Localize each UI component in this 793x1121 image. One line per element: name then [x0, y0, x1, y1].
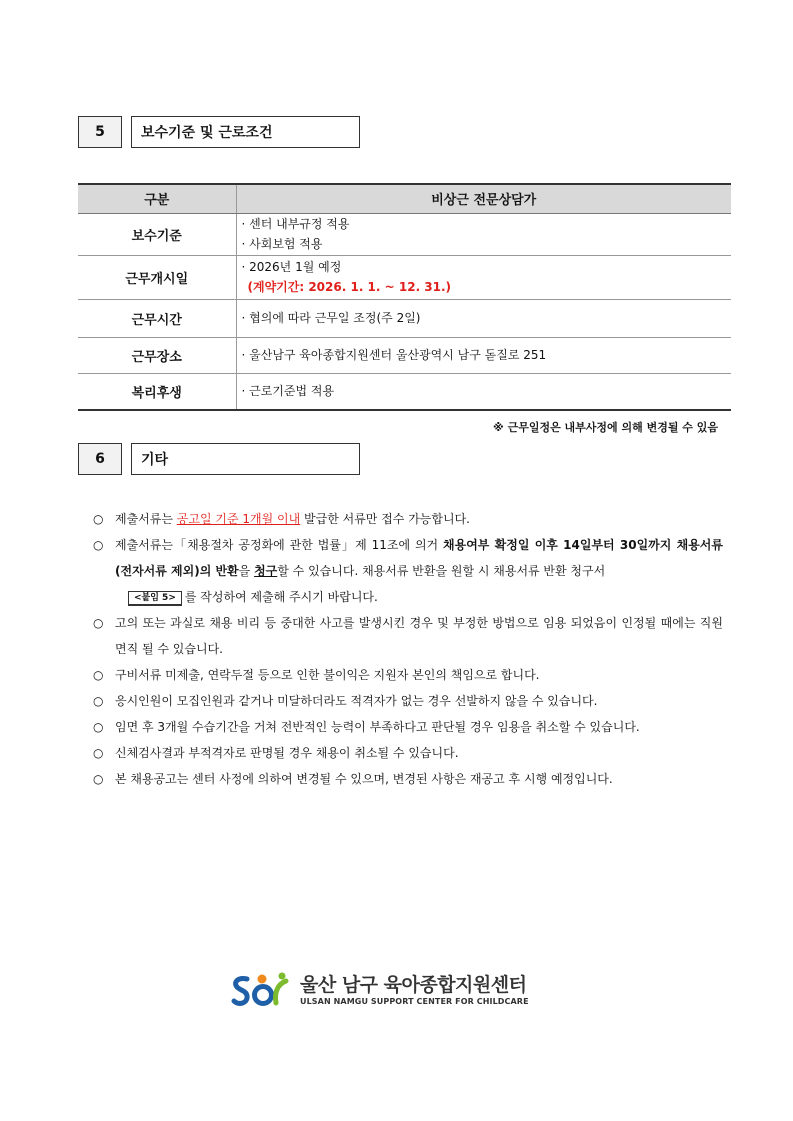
list-item: [93, 766, 723, 792]
row-value: [236, 373, 731, 410]
row-label: 보수기준: [78, 213, 236, 255]
request-bold: 청구: [254, 564, 278, 578]
center-logo: [230, 968, 529, 1012]
value-line: · 2026년 1월 예정: [241, 260, 342, 274]
column-header: 구분: [78, 184, 236, 213]
bullet-circle: ○: [93, 538, 104, 552]
list-item: [93, 662, 723, 688]
text-fragment: 을: [238, 564, 255, 578]
table-row: [78, 337, 731, 373]
section-5-header: [78, 116, 360, 148]
logo-text: [300, 974, 529, 1007]
item-text: 응시인원이 모집인원과 같거나 미달하더라도 적격자가 없는 경우 선발하지 않을 수 있습니다.: [115, 694, 598, 708]
section-6-header: [78, 443, 360, 475]
text-fragment: 발급한 서류만 접수 가능합니다.: [300, 512, 470, 526]
section-number: 6: [78, 443, 122, 475]
table-header-row: [78, 184, 731, 213]
item-text: 고의 또는 과실로 채용 비리 등 중대한 사고를 발생시킨 경우 및 부정한 방법으로 임용 되었음이 인정될 때에는 직원면직 될 수 있습니다.: [115, 616, 723, 656]
item-text: 신체검사결과 부적격자로 판명될 경우 채용이 취소될 수 있습니다.: [115, 746, 459, 760]
table-row: [78, 255, 731, 299]
text-fragment: 를 작성하여 제출해 주시기 바랍니다.: [184, 590, 378, 604]
text-fragment: 제출서류는: [115, 512, 177, 526]
row-value: [236, 255, 731, 299]
value-line: · 근로기준법 적용: [241, 384, 335, 399]
item-text: 본 채용공고는 센터 사정에 의하여 변경될 수 있으며, 변경된 사항은 재공고 후 시행 예정입니다.: [115, 772, 613, 786]
item-text: [115, 532, 723, 610]
value-line: · 울산남구 육아종합지원센터 울산광역시 남구 돋질로 251: [241, 348, 547, 362]
schedule-change-note: ※ 근무일정은 내부사정에 의해 변경될 수 있음: [493, 421, 718, 434]
section-number: 5: [78, 116, 122, 148]
list-item: [93, 714, 723, 740]
list-item: [93, 740, 723, 766]
item-text: [115, 506, 723, 532]
section-title: 보수기준 및 근로조건: [131, 116, 360, 148]
table-row: [78, 373, 731, 410]
text-fragment: 제출서류는「채용절차 공정화에 관한 법률」제 11조에 의거: [115, 538, 444, 552]
bullet-circle: ○: [93, 694, 104, 708]
list-item: [93, 688, 723, 714]
logo-korean-name: 울산 남구 육아종합지원센터: [300, 973, 527, 996]
row-label: 근무시간: [78, 299, 236, 337]
logo-english-name: ULSAN NAMGU SUPPORT CENTER FOR CHILDCARE: [300, 996, 529, 1006]
value-line: · 사회보험 적용: [241, 237, 323, 251]
bullet-circle: ○: [93, 668, 104, 682]
center-logo-icon: [230, 970, 292, 1010]
row-label: 근무개시일: [78, 255, 236, 299]
bullet-circle: ○: [93, 512, 104, 526]
item-text: 임면 후 3개월 수습기간을 거쳐 전반적인 능력이 부족하다고 판단될 경우 임용을 취소할 수 있습니다.: [115, 720, 640, 734]
return-period-bold: 채용여부 확정일 이후 14일부터 30일까지 채용서류(전자서류 제외)의 반환: [115, 538, 723, 578]
table-row: [78, 299, 731, 337]
value-line: · 협의에 따라 근무일 조정(주 2일): [241, 311, 421, 325]
other-notices-list: [93, 506, 723, 792]
column-header: 비상근 전문상담가: [236, 184, 731, 213]
item-text: 구비서류 미제출, 연락두절 등으로 인한 불이익은 지원자 본인의 책임으로 합니다.: [115, 668, 540, 682]
contract-period: (계약기간: 2026. 1. 1. ~ 12. 31.): [247, 280, 452, 294]
section-title: 기타: [131, 443, 360, 475]
row-value: [236, 299, 731, 337]
bullet-circle: ○: [93, 772, 104, 786]
row-label: 복리후생: [78, 373, 236, 410]
list-item: [93, 532, 723, 610]
bullet-circle: ○: [93, 720, 104, 734]
deadline-highlight: 공고일 기준 1개월 이내: [176, 512, 301, 526]
row-value: [236, 213, 731, 255]
employment-terms-table: [78, 183, 731, 411]
attachment-reference-box: <붙임 5>: [128, 591, 182, 606]
value-line: · 센터 내부규정 적용: [241, 217, 350, 231]
row-value: [236, 337, 731, 373]
bullet-circle: ○: [93, 616, 104, 630]
table-row: [78, 213, 731, 255]
list-item: [93, 506, 723, 532]
row-label: 근무장소: [78, 337, 236, 373]
bullet-circle: ○: [93, 746, 104, 760]
text-fragment: 할 수 있습니다. 채용서류 반환을 원할 시 채용서류 반환 청구서: [277, 564, 606, 578]
list-item: [93, 610, 723, 662]
